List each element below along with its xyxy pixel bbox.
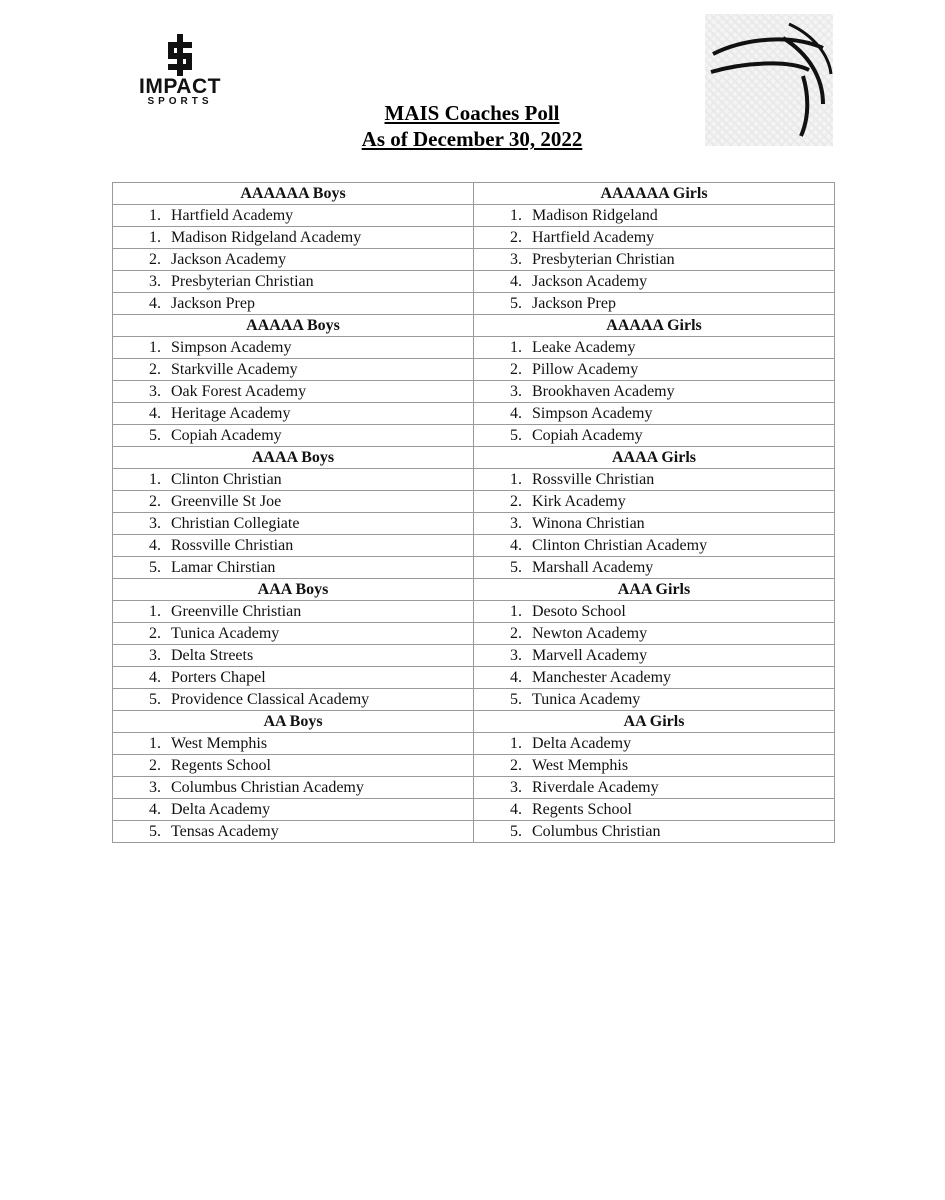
boys-ranking-entry [113, 557, 474, 579]
rank-number: 3. [510, 778, 522, 796]
team-name: Jackson Prep [532, 294, 616, 312]
team-name: West Memphis [532, 756, 629, 774]
rank-number: 2. [510, 492, 522, 510]
rank-number: 2. [510, 756, 522, 774]
boys-ranking-entry [113, 755, 474, 777]
boys-class-heading: AAAAA Boys [113, 315, 474, 337]
ranking-row [113, 799, 835, 821]
logo-tagline: SPORTS [147, 96, 213, 107]
boys-class-heading: AAA Boys [113, 579, 474, 601]
girls-ranking-entry [474, 667, 835, 689]
rank-number: 5. [510, 558, 522, 576]
boys-ranking-entry [113, 799, 474, 821]
boys-ranking-entry [113, 227, 474, 249]
rank-number: 3. [149, 778, 161, 796]
class-header-row [113, 315, 835, 337]
team-name: Winona Christian [532, 514, 645, 532]
boys-class-heading: AAAAAA Boys [113, 183, 474, 205]
title-line-2: As of December 30, 2022 [361, 127, 583, 151]
poll-title [0, 100, 945, 152]
team-name: Clinton Christian [171, 470, 282, 488]
team-name: Greenville Christian [171, 602, 302, 620]
rank-number: 5. [149, 822, 161, 840]
rank-number: 4. [510, 536, 522, 554]
ranking-row [113, 513, 835, 535]
boys-class-heading: AAAA Boys [113, 447, 474, 469]
rank-number: 5. [510, 294, 522, 312]
team-name: Hartfield Academy [171, 206, 294, 224]
team-name: Desoto School [532, 602, 626, 620]
team-name: Pillow Academy [532, 360, 639, 378]
girls-ranking-entry [474, 403, 835, 425]
boys-ranking-entry [113, 293, 474, 315]
boys-ranking-entry [113, 601, 474, 623]
rank-number: 3. [149, 646, 161, 664]
girls-ranking-entry [474, 557, 835, 579]
girls-ranking-entry [474, 337, 835, 359]
team-name: Presbyterian Christian [171, 272, 314, 290]
logo-wordmark: IMPACT [139, 75, 221, 98]
rank-number: 4. [149, 800, 161, 818]
rank-number: 3. [149, 382, 161, 400]
team-name: Copiah Academy [532, 426, 643, 444]
rank-number: 4. [149, 536, 161, 554]
girls-ranking-entry [474, 645, 835, 667]
ranking-row [113, 381, 835, 403]
rank-number: 1. [149, 734, 161, 752]
team-name: Jackson Prep [171, 294, 255, 312]
boys-ranking-entry [113, 403, 474, 425]
class-header-row [113, 183, 835, 205]
boys-ranking-entry [113, 425, 474, 447]
team-name: Marvell Academy [532, 646, 648, 664]
boys-ranking-entry [113, 667, 474, 689]
girls-ranking-entry [474, 425, 835, 447]
team-name: Hartfield Academy [532, 228, 655, 246]
rank-number: 3. [149, 514, 161, 532]
title-line-1: MAIS Coaches Poll [384, 101, 560, 125]
girls-ranking-entry [474, 227, 835, 249]
rank-number: 2. [510, 228, 522, 246]
boys-ranking-entry [113, 381, 474, 403]
rank-number: 1. [149, 228, 161, 246]
rank-number: 5. [149, 426, 161, 444]
girls-ranking-entry [474, 271, 835, 293]
rank-number: 1. [149, 206, 161, 224]
team-name: Tensas Academy [171, 822, 279, 840]
ranking-row [113, 227, 835, 249]
ranking-row [113, 337, 835, 359]
rank-number: 2. [149, 624, 161, 642]
team-name: Regents School [532, 800, 632, 818]
rank-number: 5. [510, 690, 522, 708]
girls-ranking-entry [474, 205, 835, 227]
boys-ranking-entry [113, 733, 474, 755]
ranking-row [113, 755, 835, 777]
rank-number: 4. [510, 404, 522, 422]
team-name: Tunica Academy [532, 690, 641, 708]
team-name: Delta Academy [532, 734, 632, 752]
team-name: Newton Academy [532, 624, 648, 642]
team-name: Leake Academy [532, 338, 636, 356]
team-name: Madison Ridgeland [532, 206, 658, 224]
ranking-row [113, 623, 835, 645]
rank-number: 3. [510, 514, 522, 532]
team-name: Jackson Academy [532, 272, 648, 290]
girls-class-heading: AAAAAA Girls [474, 183, 835, 205]
team-name: Copiah Academy [171, 426, 282, 444]
rank-number: 5. [510, 426, 522, 444]
team-name: Marshall Academy [532, 558, 654, 576]
team-name: Oak Forest Academy [171, 382, 307, 400]
rank-number: 3. [149, 272, 161, 290]
girls-ranking-entry [474, 755, 835, 777]
team-name: Rossville Christian [171, 536, 294, 554]
ranking-row [113, 821, 835, 843]
girls-class-heading: AAA Girls [474, 579, 835, 601]
girls-ranking-entry [474, 535, 835, 557]
ranking-row [113, 469, 835, 491]
boys-ranking-entry [113, 645, 474, 667]
girls-class-heading: AA Girls [474, 711, 835, 733]
team-name: Delta Academy [171, 800, 271, 818]
rank-number: 1. [149, 602, 161, 620]
rank-number: 4. [510, 272, 522, 290]
boys-ranking-entry [113, 469, 474, 491]
class-header-row [113, 711, 835, 733]
rank-number: 5. [149, 690, 161, 708]
team-name: Presbyterian Christian [532, 250, 675, 268]
team-name: West Memphis [171, 734, 268, 752]
boys-ranking-entry [113, 337, 474, 359]
rank-number: 3. [510, 382, 522, 400]
girls-ranking-entry [474, 249, 835, 271]
girls-ranking-entry [474, 733, 835, 755]
boys-ranking-entry [113, 205, 474, 227]
ranking-row [113, 535, 835, 557]
boys-ranking-entry [113, 271, 474, 293]
rank-number: 1. [149, 470, 161, 488]
rank-number: 2. [149, 492, 161, 510]
ranking-row [113, 271, 835, 293]
team-name: Madison Ridgeland Academy [171, 228, 362, 246]
team-name: Regents School [171, 756, 271, 774]
girls-class-heading: AAAAA Girls [474, 315, 835, 337]
rank-number: 2. [149, 360, 161, 378]
boys-ranking-entry [113, 623, 474, 645]
ranking-row [113, 689, 835, 711]
rank-number: 3. [510, 646, 522, 664]
girls-ranking-entry [474, 293, 835, 315]
girls-ranking-entry [474, 359, 835, 381]
ranking-row [113, 359, 835, 381]
team-name: Starkville Academy [171, 360, 298, 378]
team-name: Brookhaven Academy [532, 382, 675, 400]
rank-number: 1. [149, 338, 161, 356]
ranking-row [113, 425, 835, 447]
rank-number: 3. [510, 250, 522, 268]
rank-number: 5. [510, 822, 522, 840]
ranking-row [113, 733, 835, 755]
rank-number: 4. [510, 800, 522, 818]
rank-number: 4. [149, 404, 161, 422]
boys-ranking-entry [113, 491, 474, 513]
impact-sports-monogram-icon [164, 34, 196, 76]
class-header-row [113, 447, 835, 469]
girls-ranking-entry [474, 381, 835, 403]
ranking-row [113, 249, 835, 271]
girls-ranking-entry [474, 777, 835, 799]
team-name: Jackson Academy [171, 250, 287, 268]
girls-class-heading: AAAA Girls [474, 447, 835, 469]
team-name: Manchester Academy [532, 668, 672, 686]
rank-number: 1. [510, 470, 522, 488]
girls-ranking-entry [474, 799, 835, 821]
rank-number: 1. [510, 338, 522, 356]
boys-ranking-entry [113, 359, 474, 381]
rank-number: 2. [149, 756, 161, 774]
team-name: Greenville St Joe [171, 492, 282, 510]
team-name: Tunica Academy [171, 624, 280, 642]
ranking-row [113, 667, 835, 689]
rank-number: 4. [149, 668, 161, 686]
boys-ranking-entry [113, 249, 474, 271]
team-name: Lamar Chirstian [171, 558, 276, 576]
team-name: Simpson Academy [171, 338, 292, 356]
team-name: Christian Collegiate [171, 514, 300, 532]
girls-ranking-entry [474, 601, 835, 623]
team-name: Simpson Academy [532, 404, 653, 422]
rank-number: 5. [149, 558, 161, 576]
team-name: Columbus Christian [532, 822, 661, 840]
ranking-row [113, 645, 835, 667]
team-name: Clinton Christian Academy [532, 536, 708, 554]
team-name: Delta Streets [171, 646, 254, 664]
girls-ranking-entry [474, 513, 835, 535]
girls-ranking-entry [474, 469, 835, 491]
ranking-row [113, 601, 835, 623]
rank-number: 2. [510, 360, 522, 378]
rank-number: 1. [510, 602, 522, 620]
girls-ranking-entry [474, 689, 835, 711]
ranking-row [113, 205, 835, 227]
team-name: Columbus Christian Academy [171, 778, 364, 796]
ranking-row [113, 491, 835, 513]
girls-ranking-entry [474, 821, 835, 843]
impact-sports-logo [128, 34, 232, 108]
ranking-row [113, 557, 835, 579]
team-name: Providence Classical Academy [171, 690, 370, 708]
boys-ranking-entry [113, 777, 474, 799]
rank-number: 2. [149, 250, 161, 268]
team-name: Riverdale Academy [532, 778, 659, 796]
rank-number: 1. [510, 734, 522, 752]
girls-ranking-entry [474, 491, 835, 513]
poll-table [112, 182, 835, 843]
team-name: Porters Chapel [171, 668, 266, 686]
ranking-row [113, 777, 835, 799]
class-header-row [113, 579, 835, 601]
team-name: Kirk Academy [532, 492, 626, 510]
team-name: Heritage Academy [171, 404, 291, 422]
ranking-row [113, 403, 835, 425]
boys-ranking-entry [113, 535, 474, 557]
boys-class-heading: AA Boys [113, 711, 474, 733]
rank-number: 2. [510, 624, 522, 642]
rank-number: 1. [510, 206, 522, 224]
boys-ranking-entry [113, 513, 474, 535]
girls-ranking-entry [474, 623, 835, 645]
team-name: Rossville Christian [532, 470, 655, 488]
boys-ranking-entry [113, 689, 474, 711]
ranking-row [113, 293, 835, 315]
rank-number: 4. [149, 294, 161, 312]
boys-ranking-entry [113, 821, 474, 843]
rank-number: 4. [510, 668, 522, 686]
